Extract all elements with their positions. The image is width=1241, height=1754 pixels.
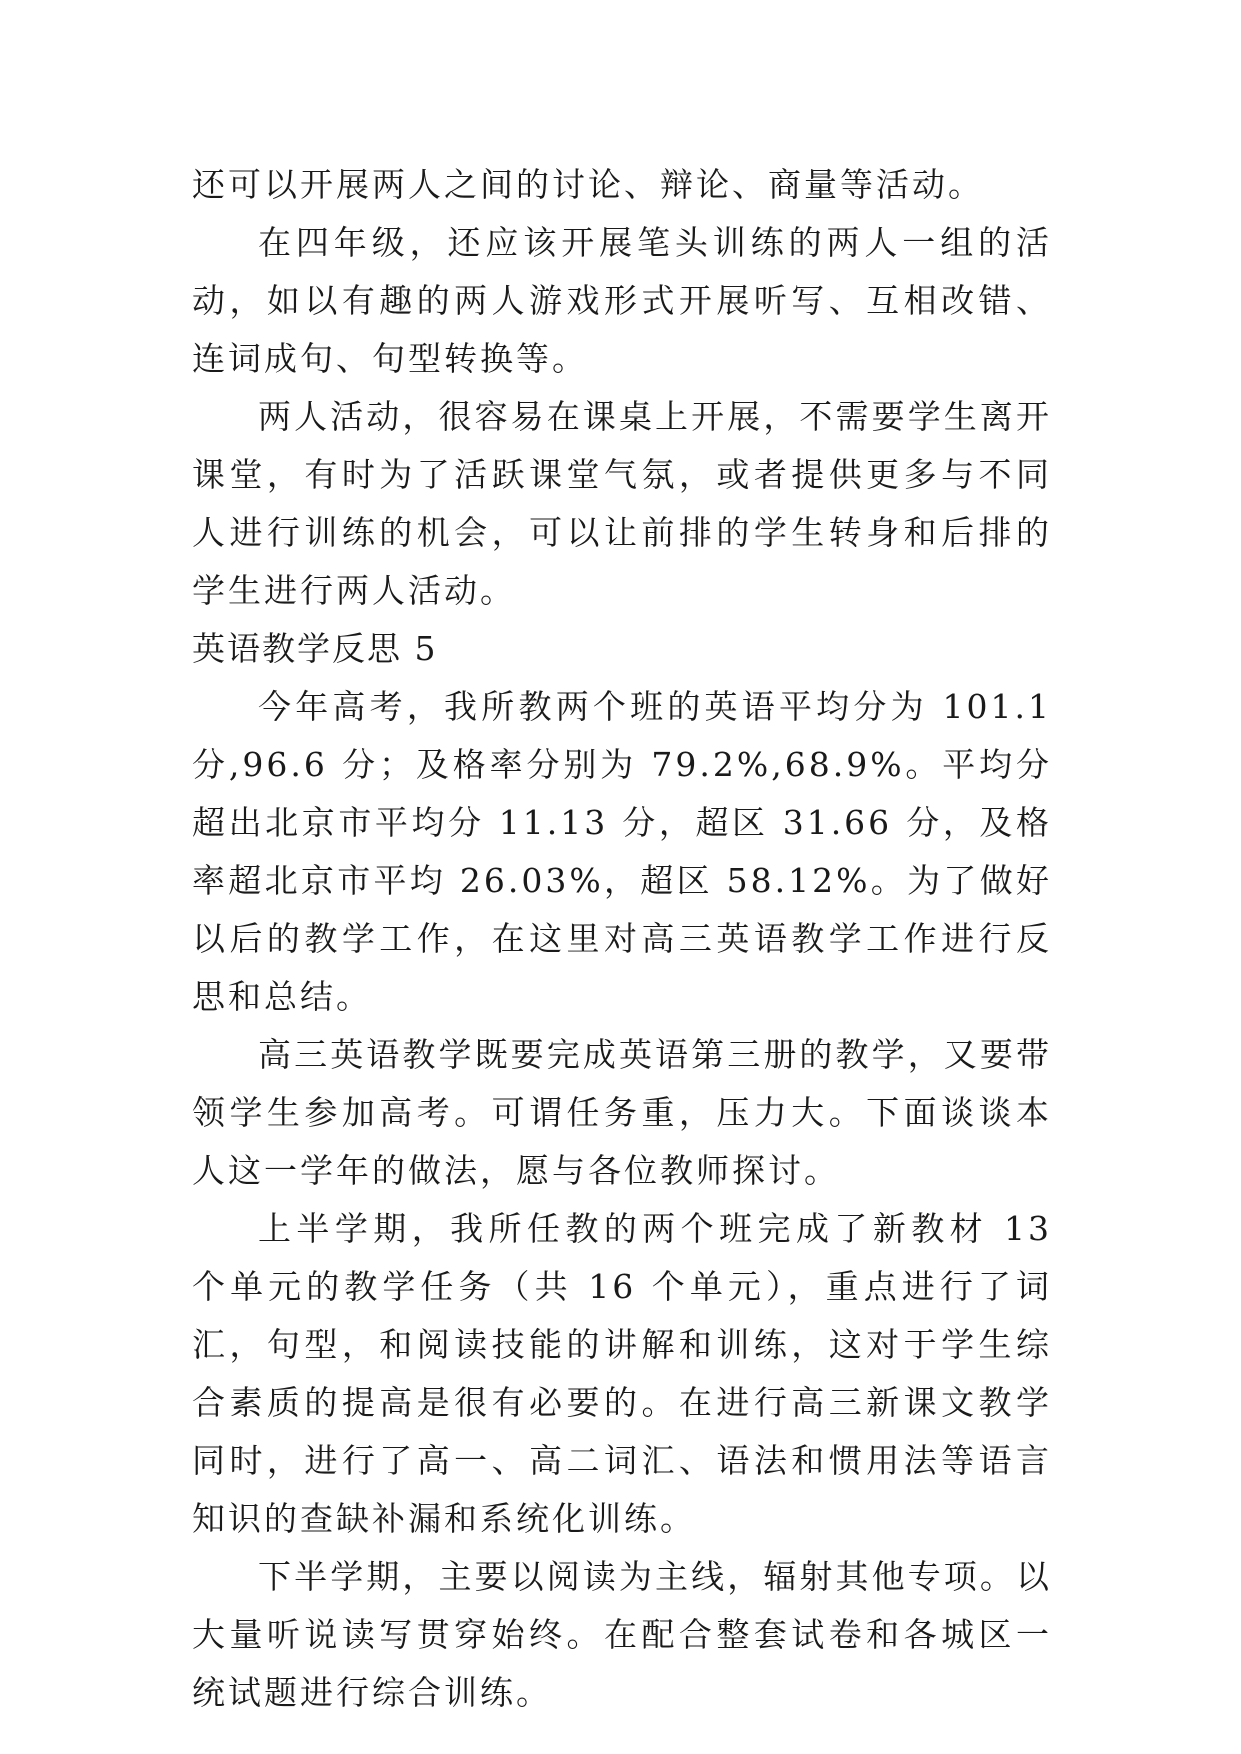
paragraph-first-semester: 上半学期，我所任教的两个班完成了新教材 13 个单元的教学任务（共 16 个单元），重点进行了词汇，句型，和阅读技能的讲解和训练，这对于学生综合素质的提高是很有必要的。在进行高三新课文教学同时，进行了高一、高二词汇、语法和惯用法等语言知识的查缺补漏和系统化训练。	[192, 1209, 1052, 1538]
section-heading: 英语教学反思 5	[192, 629, 438, 668]
paragraph-second-semester: 下半学期，主要以阅读为主线，辐射其他专项。以大量听说读写贯穿始终。在配合整套试卷和各城区一统试题进行综合训练。	[192, 1557, 1052, 1712]
paragraph-exam-results: 今年高考，我所教两个班的英语平均分为 101.1 分,96.6 分；及格率分别为 79.2%,68.9%。平均分超出北京市平均分 11.13 分，超区 31.66 分，及格率超北京市平均 26.03%，超区 58.12%。为了做好以后的教学工作，在这里对高三英语教学工作进行反思和总结。	[192, 687, 1052, 1016]
paragraph-senior-teaching: 高三英语教学既要完成英语第三册的教学，又要带领学生参加高考。可谓任务重，压力大。下面谈谈本人这一学年的做法，愿与各位教师探讨。	[192, 1035, 1052, 1190]
document-body	[192, 156, 1052, 1722]
paragraph-grade-four: 在四年级，还应该开展笔头训练的两人一组的活动，如以有趣的两人游戏形式开展听写、互相改错、连词成句、句型转换等。	[192, 223, 1052, 378]
paragraph-continuation: 还可以开展两人之间的讨论、辩论、商量等活动。	[192, 165, 984, 204]
paragraph-pair-activities: 两人活动，很容易在课桌上开展，不需要学生离开课堂，有时为了活跃课堂气氛，或者提供更多与不同人进行训练的机会，可以让前排的学生转身和后排的学生进行两人活动。	[192, 397, 1052, 610]
